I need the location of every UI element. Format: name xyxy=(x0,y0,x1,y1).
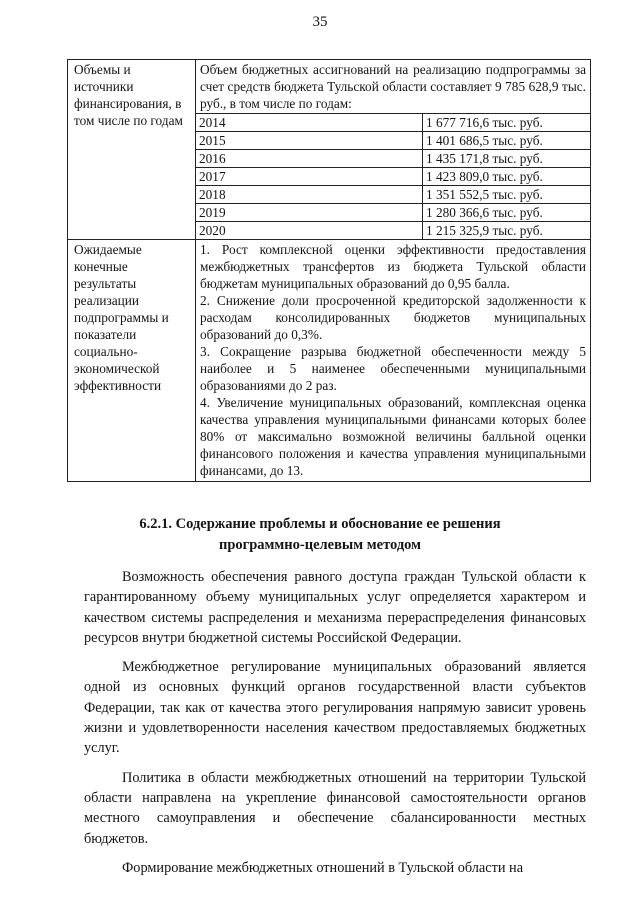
section-body xyxy=(84,567,586,887)
result-item: 4. Увеличение муниципальных образований, комплексная оценка качества управления муниципальными финансами которых более 80% от максимально возможной величины балльной оценки финансового положения и качества управления муниципальными финансами, до 13. xyxy=(200,395,586,478)
year-cell: 2016 xyxy=(196,150,423,168)
amount-cell: 1 435 171,8 тыс. руб. xyxy=(423,150,591,168)
year-cell: 2017 xyxy=(196,168,423,186)
funding-content xyxy=(196,60,591,240)
year-cell: 2018 xyxy=(196,186,423,204)
results-row xyxy=(68,240,591,482)
result-item: 1. Рост комплексной оценки эффективности предоставления межбюджетных трансфертов из бюджета Тульской области бюджетам муниципальных образований до 0,95 балла. xyxy=(200,242,586,291)
results-content xyxy=(196,240,591,482)
amount-cell: 1 215 325,9 тыс. руб. xyxy=(423,222,591,240)
results-label: Ожидаемые конечные результаты реализации подпрограммы и показатели социально-экономической эффективности xyxy=(68,240,196,482)
body-paragraph: Межбюджетное регулирование муниципальных образований является одной из основных функций органов государственной власти субъектов Федерации, так как от качества этого регулирования напрямую зависит уровень жизни и удовлетворенности населения качеством предоставляемых бюджетных услуг. xyxy=(84,659,586,757)
funding-row xyxy=(68,60,591,240)
year-row xyxy=(196,132,590,150)
year-row xyxy=(196,150,590,168)
year-row xyxy=(196,204,590,222)
result-item: 3. Сокращение разрыва бюджетной обеспеченности между 5 наиболее и 5 наименее обеспеченными муниципальными образованиями до 2 раз. xyxy=(200,344,586,393)
amount-cell: 1 401 686,5 тыс. руб. xyxy=(423,132,591,150)
amount-cell: 1 423 809,0 тыс. руб. xyxy=(423,168,591,186)
body-paragraph: Политика в области межбюджетных отношений на территории Тульской области направлена на укрепление финансовой самостоятельности органов местного самоуправления и обеспечение сбалансированности местных бюджетов. xyxy=(84,769,586,847)
amount-cell: 1 280 366,6 тыс. руб. xyxy=(423,204,591,222)
result-item: 2. Снижение доли просроченной кредиторской задолженности к расходам консолидированных бюджетов муниципальных образований до 0,3%. xyxy=(200,293,586,342)
year-cell: 2014 xyxy=(196,114,423,132)
body-paragraph: Формирование межбюджетных отношений в Тульской области на xyxy=(122,859,524,876)
funding-label: Объемы и источники финансирования, в том числе по годам xyxy=(68,60,196,240)
funding-summary: Объем бюджетных ассигнований на реализацию подпрограммы за счет средств бюджета Тульской области составляет 9 785 628,9 тыс. руб., в том числе по годам: xyxy=(200,62,586,111)
year-row xyxy=(196,222,590,240)
year-row xyxy=(196,114,590,132)
passport-table xyxy=(67,59,591,482)
funding-years-table xyxy=(196,113,590,239)
body-paragraph: Возможность обеспечения равного доступа граждан Тульской области к гарантированному объему муниципальных услуг определяется характером и качеством системы распределения и механизма перераспределения финансовых ресурсов внутри бюджетной системы Российской Федерации. xyxy=(84,569,586,646)
section-heading-line: программно-целевым методом xyxy=(218,537,422,553)
year-row xyxy=(196,168,590,186)
year-cell: 2020 xyxy=(196,222,423,240)
page-number: 35 xyxy=(312,14,328,30)
amount-cell: 1 677 716,6 тыс. руб. xyxy=(423,114,591,132)
year-cell: 2015 xyxy=(196,132,423,150)
amount-cell: 1 351 552,5 тыс. руб. xyxy=(423,186,591,204)
year-cell: 2019 xyxy=(196,204,423,222)
section-heading-line: 6.2.1. Содержание проблемы и обоснование ее решения xyxy=(139,516,501,532)
year-row xyxy=(196,186,590,204)
section-heading xyxy=(70,514,570,556)
